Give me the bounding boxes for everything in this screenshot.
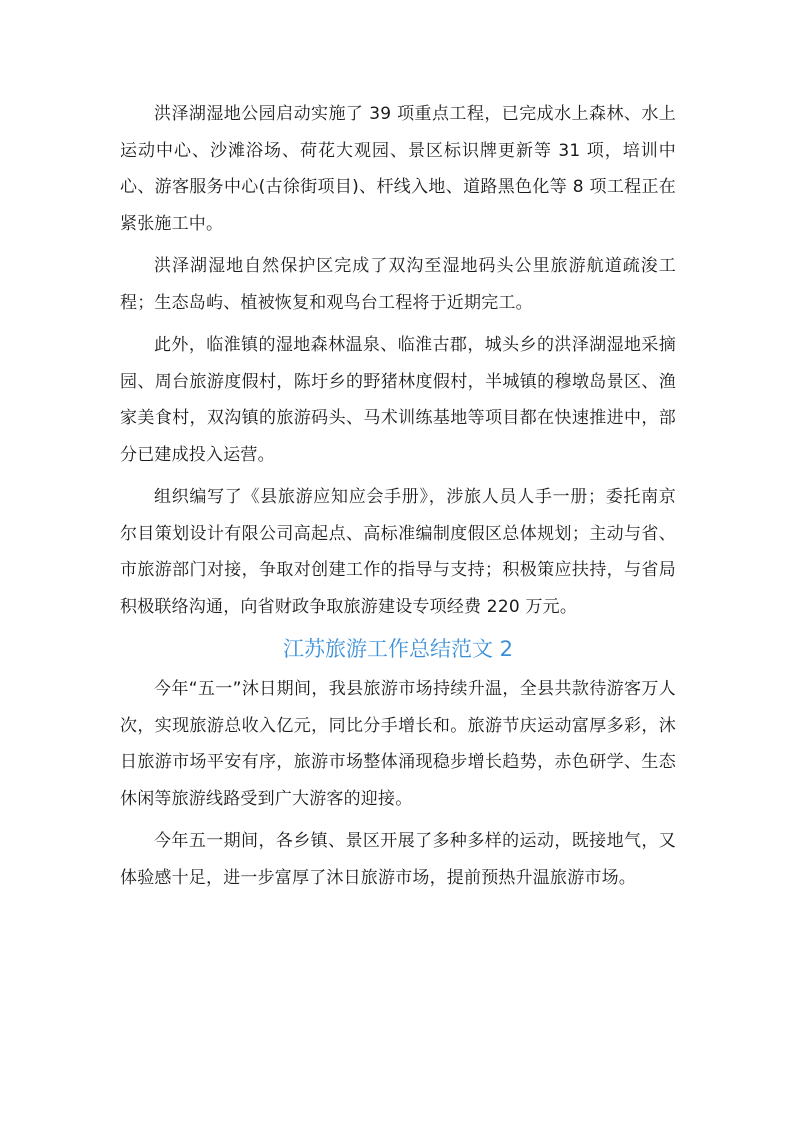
paragraph-township-projects: 此外，临淮镇的湿地森林温泉、临淮古郡，城头乡的洪泽湖湿地采摘园、周台旅游度假村，陈圩乡的野猪林度假村，半城镇的穆墩岛景区、渔家美食村，双沟镇的旅游码头、马术训练基地等项目都在快速推进中，部分已建成投入运营。 bbox=[120, 335, 676, 465]
document-page bbox=[120, 96, 676, 902]
paragraph-wetland-park-projects: 洪泽湖湿地公园启动实施了 39 项重点工程，已完成水上森林、水上运动中心、沙滩浴场、荷花大观园、景区标识牌更新等 31 项，培训中心、游客服务中心(古徐街项目)、杆线入地、道路黑色化等 8 项工程正在紧张施工中。 bbox=[120, 104, 676, 234]
paragraph-may-day-market: 今年“五一”沐日期间，我县旅游市场持续升温，全县共款待游客万人次，实现旅游总收入亿元，同比分手增长和。旅游节庆运动富厚多彩，沐日旅游市场平安有序，旅游市场整体涌现稳步增长趋势，赤色研学、生态休闲等旅游线路受到广大游客的迎接。 bbox=[120, 679, 676, 809]
paragraph-organization-planning: 组织编写了《县旅游应知应会手册》，涉旅人员人手一册；委托南京尔目策划设计有限公司高起点、高标准编制度假区总体规划；主动与省、市旅游部门对接，争取对创建工作的指导与支持；积极策应扶持，与省局积极联络沟通，向省财政争取旅游建设专项经费 220 万元。 bbox=[120, 487, 676, 617]
section-heading: 江苏旅游工作总结范文 2 bbox=[282, 637, 514, 661]
paragraph-nature-reserve: 洪泽湖湿地自然保护区完成了双沟至湿地码头公里旅游航道疏浚工程；生态岛屿、植被恢复和观鸟台工程将于近期完工。 bbox=[120, 256, 676, 313]
paragraph-may-day-activities: 今年五一期间，各乡镇、景区开展了多种多样的运动，既接地气，又体验感十足，进一步富厚了沐日旅游市场，提前预热升温旅游市场。 bbox=[120, 831, 676, 888]
